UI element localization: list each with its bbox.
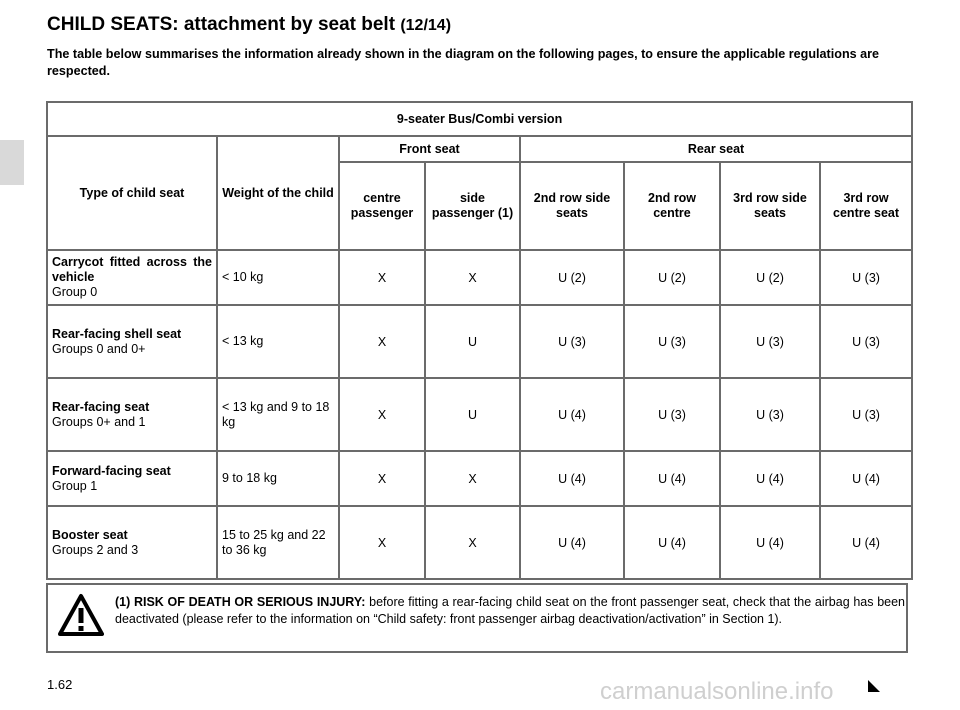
table-caption: 9-seater Bus/Combi version xyxy=(47,102,912,136)
value-cell: U (4) xyxy=(720,451,820,506)
value-cell: U (3) xyxy=(720,305,820,378)
header-weight: Weight of the child xyxy=(217,136,339,250)
value-cell: X xyxy=(425,506,520,579)
seat-type-group: Groups 0+ and 1 xyxy=(52,414,146,429)
warning-box xyxy=(46,583,908,653)
value-cell: U xyxy=(425,378,520,451)
value-cell: U (3) xyxy=(624,305,720,378)
value-cell: U (3) xyxy=(720,378,820,451)
value-cell: U xyxy=(425,305,520,378)
value-cell: X xyxy=(425,451,520,506)
table-row xyxy=(47,250,912,305)
warning-triangle-icon xyxy=(58,593,104,637)
value-cell: U (4) xyxy=(624,506,720,579)
value-cell: U (4) xyxy=(520,506,624,579)
table-row xyxy=(47,305,912,378)
intro-paragraph: The table below summarises the information already shown in the diagram on the following pages, to ensure the applicable regulations are respected. xyxy=(47,47,880,78)
header-2nd-row-side: 2nd row side seats xyxy=(520,162,624,250)
seat-type-name: Forward-facing seat xyxy=(52,463,171,478)
weight-cell: 9 to 18 kg xyxy=(217,451,339,506)
value-cell: X xyxy=(339,305,425,378)
header-3rd-row-side: 3rd row side seats xyxy=(720,162,820,250)
seat-type-name: Booster seat xyxy=(52,527,128,542)
page-number: 1.62 xyxy=(47,677,73,692)
value-cell: U (4) xyxy=(820,506,912,579)
seat-type-cell xyxy=(47,451,217,506)
weight-cell: < 13 kg xyxy=(217,305,339,378)
seat-type-cell xyxy=(47,506,217,579)
value-cell: U (3) xyxy=(520,305,624,378)
weight-cell: < 10 kg xyxy=(217,250,339,305)
value-cell: X xyxy=(339,506,425,579)
seat-type-cell xyxy=(47,378,217,451)
page-title-counter: (12/14) xyxy=(400,17,452,34)
value-cell: U (2) xyxy=(520,250,624,305)
seat-type-name: Rear-facing seat xyxy=(52,399,150,414)
value-cell: U (3) xyxy=(820,250,912,305)
value-cell: U (3) xyxy=(820,378,912,451)
weight-cell: < 13 kg and 9 to 18 kg xyxy=(217,378,339,451)
header-3rd-row-centre: 3rd row centre seat xyxy=(820,162,912,250)
header-front-seat: Front seat xyxy=(339,136,520,162)
value-cell: U (4) xyxy=(520,378,624,451)
value-cell: U (4) xyxy=(624,451,720,506)
seat-type-group: Groups 2 and 3 xyxy=(52,542,139,557)
header-centre-passenger: centre passenger xyxy=(339,162,425,250)
header-type: Type of child seat xyxy=(47,136,217,250)
table-row xyxy=(47,378,912,451)
table-row xyxy=(47,451,912,506)
warning-body: before fitting a rear-facing child seat on the front passenger seat, check that the airbag has been deactivated (please refer to the information on “Child safety: front passenger airbag deactivation/activation” in Section 1). xyxy=(115,595,905,626)
seat-type-group: Group 0 xyxy=(52,285,98,299)
value-cell: U (4) xyxy=(820,451,912,506)
seat-type-name: Carrycot fitted across the vehicle xyxy=(52,255,212,284)
warning-heading: (1) RISK OF DEATH OR SERIOUS INJURY: xyxy=(115,595,366,609)
value-cell: U (4) xyxy=(520,451,624,506)
seat-type-cell xyxy=(47,250,217,305)
value-cell: X xyxy=(339,378,425,451)
seat-type-name: Rear-facing shell seat xyxy=(52,326,182,341)
seat-type-cell xyxy=(47,305,217,378)
value-cell: X xyxy=(339,250,425,305)
child-seat-table xyxy=(46,101,913,580)
corner-marker xyxy=(868,680,880,692)
header-2nd-row-centre: 2nd row centre xyxy=(624,162,720,250)
seat-type-group: Group 1 xyxy=(52,478,98,493)
table-row xyxy=(47,506,912,579)
value-cell: U (2) xyxy=(720,250,820,305)
warning-text xyxy=(115,594,905,628)
value-cell: U (2) xyxy=(624,250,720,305)
value-cell: X xyxy=(339,451,425,506)
page-title xyxy=(47,14,451,36)
weight-cell: 15 to 25 kg and 22 to 36 kg xyxy=(217,506,339,579)
value-cell: U (4) xyxy=(720,506,820,579)
section-tab xyxy=(0,140,24,185)
value-cell: U (3) xyxy=(624,378,720,451)
seat-type-group: Groups 0 and 0+ xyxy=(52,341,146,356)
header-side-passenger: side passenger (1) xyxy=(425,162,520,250)
value-cell: X xyxy=(425,250,520,305)
value-cell: U (3) xyxy=(820,305,912,378)
watermark: carmanualsonline.info xyxy=(600,678,834,705)
header-rear-seat: Rear seat xyxy=(520,136,912,162)
page-title-text: CHILD SEATS: attachment by seat belt xyxy=(47,14,396,35)
